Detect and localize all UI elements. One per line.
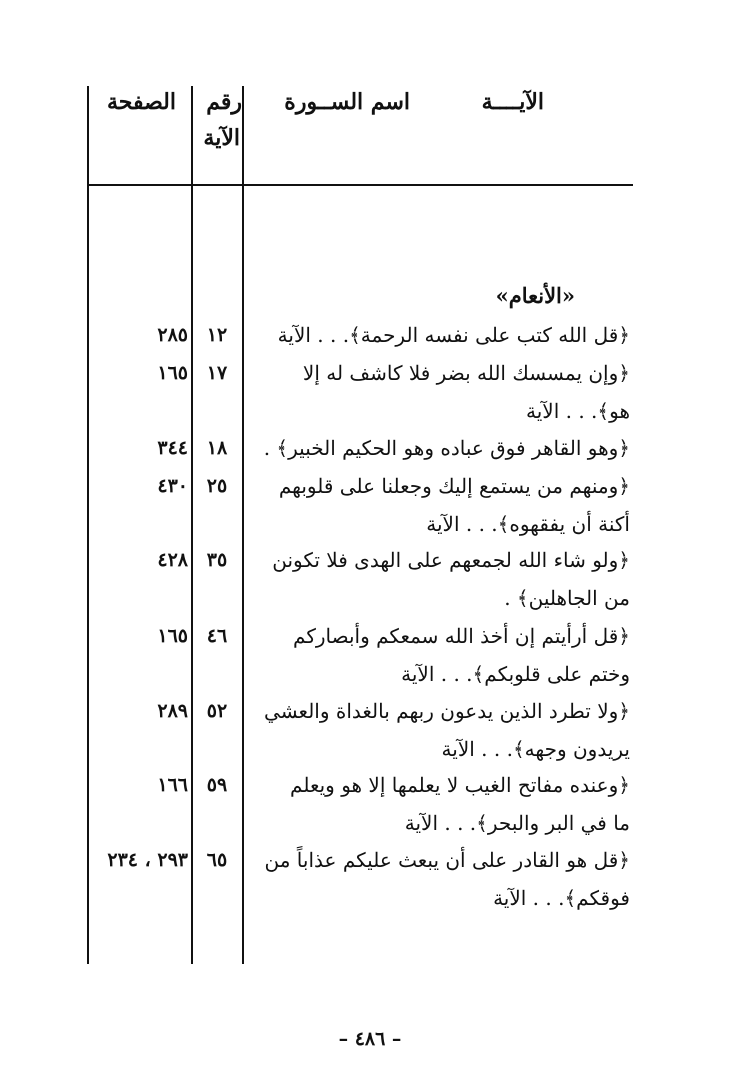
verse-text-line: من الجاهلين﴾ . — [504, 586, 630, 610]
page-reference: ٢٨٥ — [157, 324, 188, 346]
page-reference: ١٦٥ — [157, 362, 188, 384]
column-divider-number — [242, 86, 244, 964]
page-reference: ٢٩٣ ، ٢٣٤ — [107, 849, 188, 871]
header-verse-number-1: رقم — [206, 89, 242, 115]
verse-number: ٥٢ — [206, 700, 228, 722]
verse-text-line: ﴿قل هو القادر على أن يبعث عليكم عذاباً من — [264, 848, 630, 872]
verse-text-line: ﴿ولا تطرد الذين يدعون ربهم بالغداة والعشي — [264, 699, 630, 723]
verse-text-line: ما في البر والبحر﴾. . . الآية — [404, 811, 630, 835]
surah-title: «الأنعام» — [495, 283, 575, 308]
header-verse-number-2: الآية — [203, 125, 240, 151]
verse-number: ٢٥ — [206, 475, 228, 497]
verse-text-line: فوقكم﴾. . . الآية — [493, 886, 630, 910]
verse-text-line: ﴿وإن يمسسك الله بضر فلا كاشف له إلا — [302, 361, 630, 385]
page-reference: ٤٣٠ — [157, 475, 188, 497]
header-verse: الآيــــة — [481, 89, 544, 115]
page-reference: ٤٢٨ — [157, 549, 188, 571]
verse-number: ٦٥ — [206, 849, 228, 871]
page-reference: ٢٨٩ — [157, 700, 188, 722]
verse-number: ١٨ — [206, 437, 228, 459]
page-reference: ٣٤٤ — [157, 437, 188, 459]
verse-number: ٣٥ — [206, 549, 228, 571]
page-reference: ١٦٦ — [157, 774, 188, 796]
header-page: الصفحة — [106, 89, 176, 115]
verse-text-line: ﴿ومنهم من يستمع إليك وجعلنا على قلوبهم — [278, 474, 630, 498]
verse-number: ١٢ — [206, 324, 228, 346]
verse-text-line: ﴿وهو القاهر فوق عباده وهو الحكيم الخبير﴾ . — [263, 436, 630, 460]
verse-text-line: أكنة أن يفقهوه﴾. . . الآية — [426, 512, 630, 536]
verse-number: ٤٦ — [206, 625, 228, 647]
verse-text-line: يريدون وجهه﴾. . . الآية — [441, 737, 630, 761]
header-surah-name: اسم الســورة — [284, 89, 410, 115]
verse-number: ١٧ — [206, 362, 228, 384]
page-number: – ٤٨٦ – — [338, 1028, 402, 1050]
column-divider-page — [191, 86, 193, 964]
verse-text-line: ﴿وعنده مفاتح الغيب لا يعلمها إلا هو ويعلم — [290, 773, 630, 797]
page-reference: ١٦٥ — [157, 625, 188, 647]
verse-text-line: هو﴾. . . الآية — [526, 399, 630, 423]
verse-text-line: وختم على قلوبكم﴾. . . الآية — [401, 662, 630, 686]
header-rule — [87, 184, 633, 186]
table-left-border — [87, 86, 89, 964]
verse-text-line: ﴿ولو شاء الله لجمعهم على الهدى فلا تكونن — [272, 548, 630, 572]
verse-number: ٥٩ — [206, 774, 228, 796]
verse-text-line: ﴿قل أرأيتم إن أخذ الله سمعكم وأبصاركم — [293, 624, 630, 648]
verse-text-line: ﴿قل الله كتب على نفسه الرحمة﴾. . . الآية — [277, 323, 630, 347]
